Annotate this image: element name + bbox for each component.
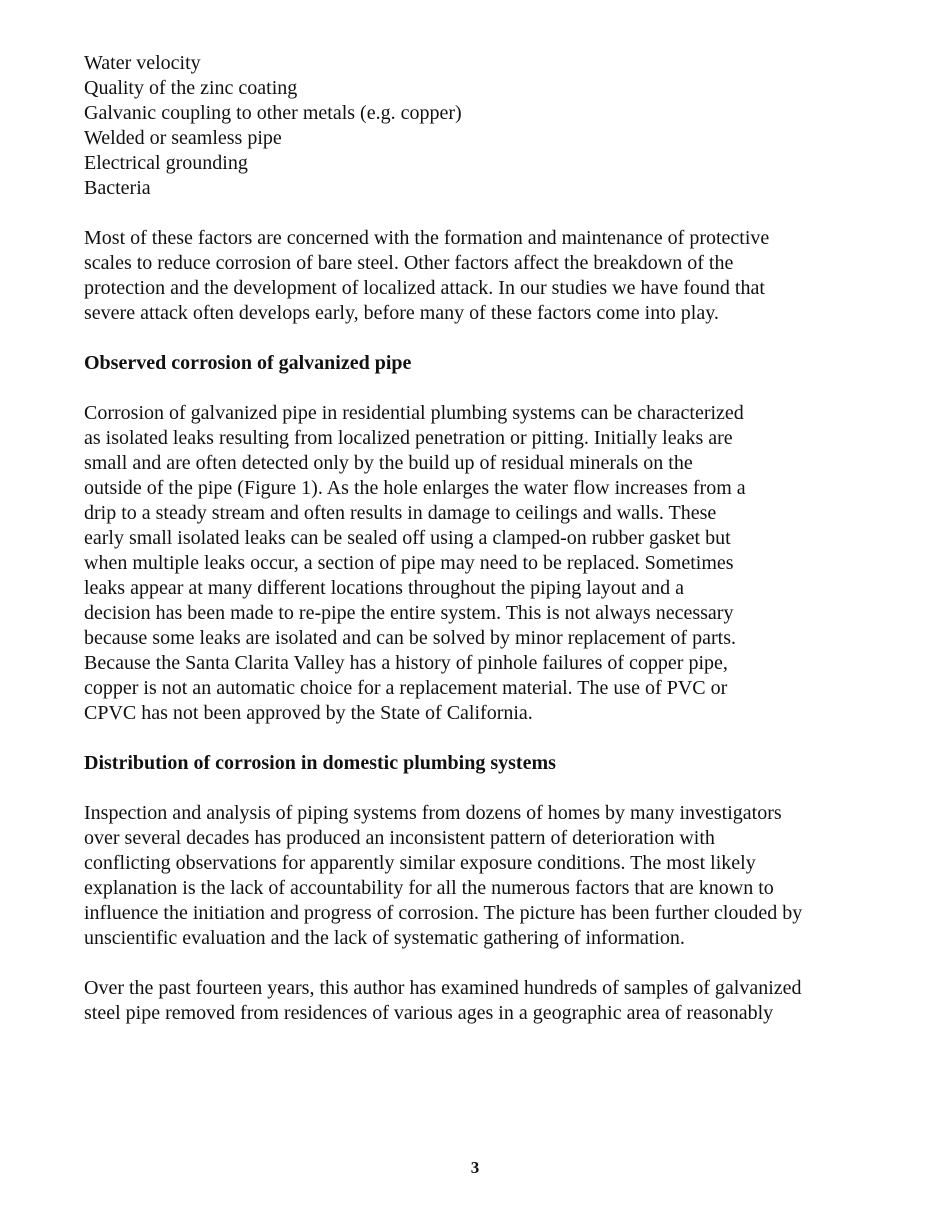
paragraph-line: when multiple leaks occur, a section of pipe may need to be replaced. Sometimes [84, 552, 734, 574]
paragraph-line: severe attack often develops early, before many of these factors come into play. [84, 302, 719, 324]
paragraph-line: Most of these factors are concerned with the formation and maintenance of protective [84, 227, 770, 249]
paragraph-line: Corrosion of galvanized pipe in residential plumbing systems can be characterized [84, 402, 744, 424]
paragraph-line: Inspection and analysis of piping systems from dozens of homes by many investigators [84, 802, 782, 824]
paragraph-line: copper is not an automatic choice for a replacement material. The use of PVC or [84, 677, 728, 699]
paragraph-samples [84, 976, 884, 1026]
paragraph-line: outside of the pipe (Figure 1). As the hole enlarges the water flow increases from a [84, 477, 746, 499]
spacer [84, 951, 884, 976]
section-heading-distribution: Distribution of corrosion in domestic plumbing systems [84, 752, 556, 774]
paragraph-line: scales to reduce corrosion of bare steel. Other factors affect the breakdown of the [84, 252, 734, 274]
paragraph-line: drip to a steady stream and often results in damage to ceilings and walls. These [84, 502, 717, 524]
spacer [84, 326, 884, 351]
list-item: Galvanic coupling to other metals (e.g. copper) [84, 102, 462, 124]
paragraph-line: over several decades has produced an inconsistent pattern of deterioration with [84, 827, 715, 849]
paragraph-distribution [84, 801, 884, 951]
paragraph-line: because some leaks are isolated and can be solved by minor replacement of parts. [84, 627, 736, 649]
paragraph-line: early small isolated leaks can be sealed off using a clamped-on rubber gasket but [84, 527, 731, 549]
paragraph-line: explanation is the lack of accountability for all the numerous factors that are known to [84, 877, 774, 899]
paragraph-factors [84, 226, 884, 326]
list-item: Electrical grounding [84, 152, 248, 174]
paragraph-line: unscientific evaluation and the lack of systematic gathering of information. [84, 927, 685, 949]
paragraph-line: as isolated leaks resulting from localized penetration or pitting. Initially leaks are [84, 427, 733, 449]
paragraph-line: Over the past fourteen years, this author has examined hundreds of samples of galvanized [84, 977, 802, 999]
paragraph-line: conflicting observations for apparently similar exposure conditions. The most likely [84, 852, 756, 874]
list-item: Water velocity [84, 52, 201, 74]
list-item: Quality of the zinc coating [84, 77, 298, 99]
paragraph-line: small and are often detected only by the build up of residual minerals on the [84, 452, 693, 474]
list-item: Welded or seamless pipe [84, 127, 282, 149]
paragraph-line: Because the Santa Clarita Valley has a history of pinhole failures of copper pipe, [84, 652, 728, 674]
spacer [84, 726, 884, 751]
page-number: 3 [470, 1158, 480, 1177]
section-heading-observed-corrosion: Observed corrosion of galvanized pipe [84, 352, 412, 374]
paragraph-line: decision has been made to re-pipe the entire system. This is not always necessary [84, 602, 734, 624]
paragraph-line: influence the initiation and progress of corrosion. The picture has been further clouded by [84, 902, 803, 924]
paragraph-observed-corrosion [84, 401, 884, 726]
spacer [84, 776, 884, 801]
spacer [84, 201, 884, 226]
paragraph-line: steel pipe removed from residences of various ages in a geographic area of reasonably [84, 1002, 774, 1024]
spacer [84, 376, 884, 401]
factors-list [84, 51, 884, 201]
paragraph-line: protection and the development of localized attack. In our studies we have found that [84, 277, 765, 299]
list-item: Bacteria [84, 177, 151, 199]
paragraph-line: CPVC has not been approved by the State of California. [84, 702, 533, 724]
page-content [84, 51, 884, 1026]
paragraph-line: leaks appear at many different locations throughout the piping layout and a [84, 577, 685, 599]
